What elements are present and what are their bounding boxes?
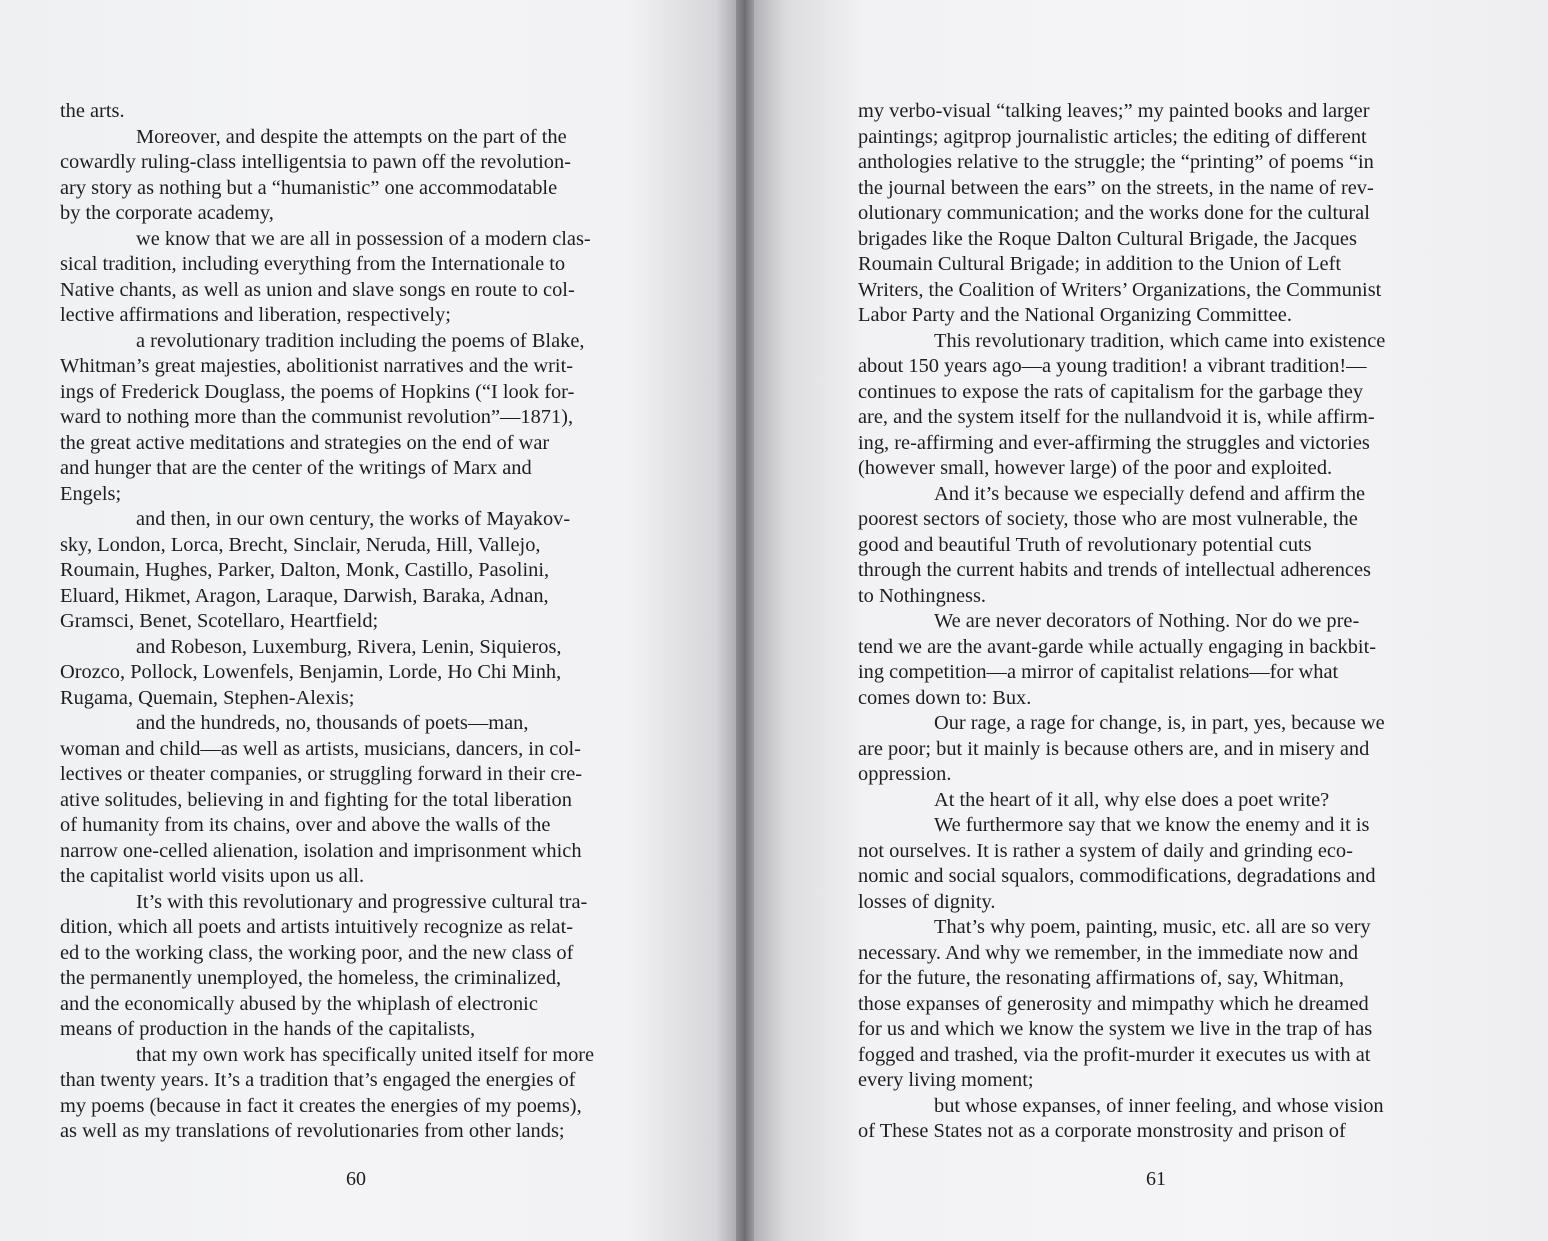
text-line: every living moment; [858,1069,1034,1091]
text-line: by the corporate academy, [60,202,274,224]
text-line: tend we are the avant-garde while actually engaging in backbit- [858,635,1377,658]
text-line: Orozco, Pollock, Lowenfels, Benjamin, Lorde, Ho Chi Minh, [60,661,562,683]
text-line: we know that we are all in possession of a modern clas- [136,227,591,250]
text-line: not ourselves. It is rather a system of daily and grinding eco- [858,839,1353,862]
text-line: olutionary communication; and the works done for the cultural [858,202,1370,224]
text-line: continues to expose the rats of capitalism for the garbage they [858,380,1364,403]
text-line: ing, re-affirming and ever-affirming the struggles and victories [858,431,1370,454]
text-line: as well as my translations of revolutionaries from other lands; [60,1120,565,1142]
text-line: are poor; but it mainly is because others are, and in misery and [858,737,1370,760]
text-line: the great active meditations and strategies on the end of war [60,431,550,454]
text-line: Our rage, a rage for change, is, in part, yes, because we [934,712,1385,734]
text-line: good and beautiful Truth of revolutionary potential cuts [858,533,1312,556]
text-line: sical tradition, including everything from the Internationale to [60,253,566,275]
text-line: dition, which all poets and artists intuitively recognize as relat- [60,916,574,938]
text-line: are, and the system itself for the nullandvoid it is, while affirm- [858,406,1375,428]
text-line: anthologies relative to the struggle; the “printing” of poems “in [858,151,1374,173]
text-line: for us and which we know the system we live in the trap of has [858,1018,1373,1040]
text-line: Roumain Cultural Brigade; in addition to the Union of Left [858,253,1342,275]
text-line: That’s why poem, painting, music, etc. all are so very [934,916,1371,938]
page-number: 60 [346,1168,366,1190]
text-line: ward to nothing more than the communist revolution”—1871), [60,406,574,428]
text-line: the arts. [60,100,125,122]
text-line: Gramsci, Benet, Scotellaro, Heartfield; [60,610,379,632]
text-line: but whose expanses, of inner feeling, and whose vision [934,1094,1384,1117]
text-line: for the future, the resonating affirmations of, say, Whitman, [858,967,1345,989]
text-line: the permanently unemployed, the homeless, the criminalized, [60,967,562,989]
text-line: the journal between the ears” on the streets, in the name of rev- [858,176,1374,199]
text-line: about 150 years ago—a young tradition! a vibrant tradition!— [858,355,1367,377]
text-line: Labor Party and the National Organizing Committee. [858,304,1292,326]
text-line: lective affirmations and liberation, respectively; [60,304,451,326]
text-line: comes down to: Bux. [858,686,1032,709]
text-line: losses of dignity. [858,890,996,913]
right-page [754,0,1548,1241]
text-line: lectives or theater companies, or struggling forward in their cre- [60,763,583,785]
text-line: of These States not as a corporate monstrosity and prison of [858,1120,1346,1142]
text-line: At the heart of it all, why else does a poet write? [934,788,1330,811]
text-line: sky, London, Lorca, Brecht, Sinclair, Neruda, Hill, Vallejo, [60,533,541,556]
text-line: ative solitudes, believing in and fighting for the total liberation [60,788,572,811]
text-line: ings of Frederick Douglass, the poems of Hopkins (“I look for- [60,380,575,403]
text-line: Moreover, and despite the attempts on the part of the [136,125,567,148]
text-line: and the hundreds, no, thousands of poets—man, [136,712,529,734]
text-line: paintings; agitprop journalistic articles; the editing of different [858,125,1367,148]
text-line: We furthermore say that we know the enemy and it is [934,814,1370,836]
text-line: and hunger that are the center of the writings of Marx and [60,457,532,479]
text-line: brigades like the Roque Dalton Cultural Brigade, the Jacques [858,227,1357,250]
text-line: Engels; [60,482,122,505]
text-line: those expanses of generosity and mimpathy which he dreamed [858,992,1369,1015]
text-line: and then, in our own century, the works of Mayakov- [136,508,571,530]
left-page-text [60,99,660,1145]
text-line: that my own work has specifically united itself for more [136,1043,595,1066]
text-line: Native chants, as well as union and slave songs en route to col- [60,278,575,301]
text-line: (however small, however large) of the poor and exploited. [858,457,1333,479]
text-line: Roumain, Hughes, Parker, Dalton, Monk, Castillo, Pasolini, [60,559,550,581]
text-line: oppression. [858,763,952,785]
text-line: of humanity from its chains, over and above the walls of the [60,814,551,836]
text-line: This revolutionary tradition, which came into existence [934,329,1386,352]
text-line: a revolutionary tradition including the poems of Blake, [136,329,585,352]
text-line: ing competition—a mirror of capitalist relations—for what [858,661,1339,683]
text-line: woman and child—as well as artists, musicians, dancers, in col- [60,737,581,760]
text-line: Writers, the Coalition of Writers’ Organizations, the Communist [858,278,1382,301]
text-line: nomic and social squalors, commodifications, degradations and [858,865,1376,887]
text-line: my poems (because in fact it creates the energies of my poems), [60,1094,582,1117]
text-line: Whitman’s great majesties, abolitionist narratives and the writ- [60,355,574,377]
text-line: ary story as nothing but a “humanistic” one accommodatable [60,176,558,199]
text-line: And it’s because we especially defend and affirm the [934,482,1366,505]
text-line: means of production in the hands of the capitalists, [60,1018,476,1040]
text-line: cowardly ruling-class intelligentsia to pawn off the revolution- [60,151,571,173]
page-number: 61 [1146,1168,1166,1190]
text-line: my verbo-visual “talking leaves;” my painted books and larger [858,100,1370,122]
text-line: to Nothingness. [858,584,987,607]
text-line: narrow one-celled alienation, isolation and imprisonment which [60,839,582,862]
text-line: It’s with this revolutionary and progressive cultural tra- [136,890,588,913]
text-line: necessary. And why we remember, in the immediate now and [858,941,1359,964]
text-line: ed to the working class, the working poor, and the new class of [60,941,574,964]
text-line: Rugama, Quemain, Stephen-Alexis; [60,686,355,709]
text-line: We are never decorators of Nothing. Nor do we pre- [934,610,1360,632]
text-line: through the current habits and trends of intellectual adherences [858,559,1371,581]
text-line: fogged and trashed, via the profit-murder it executes us with at [858,1043,1371,1066]
text-line: poorest sectors of society, those who are most vulnerable, the [858,508,1358,530]
left-page [0,0,738,1241]
text-line: and Robeson, Luxemburg, Rivera, Lenin, Siquieros, [136,635,562,658]
right-page-text [858,99,1462,1145]
text-line: than twenty years. It’s a tradition that’s engaged the energies of [60,1069,576,1091]
book-gutter [736,0,756,1241]
text-line: the capitalist world visits upon us all. [60,865,365,887]
text-line: Eluard, Hikmet, Aragon, Laraque, Darwish, Baraka, Adnan, [60,584,549,607]
text-line: and the economically abused by the whiplash of electronic [60,992,538,1015]
